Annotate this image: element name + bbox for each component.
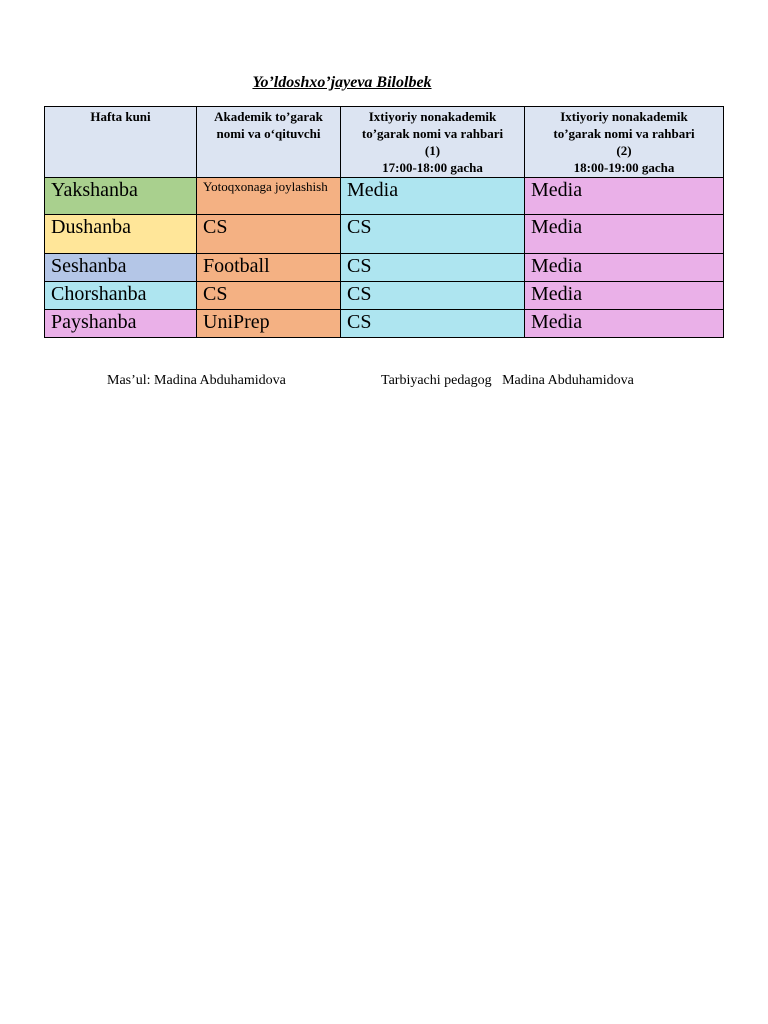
header-line: (1) bbox=[424, 143, 441, 158]
document-title: Yo’ldoshxo’jayeva Bilolbek bbox=[252, 74, 432, 91]
elective-1-cell: CS bbox=[341, 215, 525, 254]
table-row bbox=[45, 282, 724, 310]
header-elective-2 bbox=[525, 107, 724, 178]
academic-cell: CS bbox=[197, 282, 341, 310]
day-cell: Seshanba bbox=[45, 254, 197, 282]
elective-2-cell: Media bbox=[525, 178, 724, 215]
elective-2-cell: Media bbox=[525, 282, 724, 310]
schedule-table bbox=[44, 106, 724, 338]
elective-1-cell: CS bbox=[341, 254, 525, 282]
elective-1-cell: CS bbox=[341, 282, 525, 310]
day-cell: Payshanba bbox=[45, 310, 197, 338]
academic-cell: Football bbox=[197, 254, 341, 282]
elective-2-cell: Media bbox=[525, 254, 724, 282]
elective-2-cell: Media bbox=[525, 215, 724, 254]
table-row bbox=[45, 215, 724, 254]
header-line: 18:00-19:00 gacha bbox=[573, 160, 675, 175]
header-line: Hafta kuni bbox=[90, 109, 151, 124]
header-line: Ixtiyoriy nonakademik bbox=[368, 109, 497, 124]
header-day bbox=[45, 107, 197, 178]
table-header-row bbox=[45, 107, 724, 178]
academic-cell: UniPrep bbox=[197, 310, 341, 338]
academic-cell: CS bbox=[197, 215, 341, 254]
table-row bbox=[45, 310, 724, 338]
header-line: Akademik to’garak bbox=[214, 109, 323, 124]
elective-2-cell: Media bbox=[525, 310, 724, 338]
pedagogue-signature: Tarbiyachi pedagog Madina Abduhamidova bbox=[381, 373, 634, 388]
header-line: nomi va o‘qituvchi bbox=[216, 126, 321, 141]
responsible-signature: Mas’ul: Madina Abduhamidova bbox=[107, 373, 286, 388]
header-line: to’garak nomi va rahbari bbox=[361, 126, 504, 141]
header-line: Ixtiyoriy nonakademik bbox=[560, 109, 688, 124]
elective-1-cell: Media bbox=[341, 178, 525, 215]
table-row bbox=[45, 254, 724, 282]
header-line: to’garak nomi va rahbari bbox=[553, 126, 695, 141]
table-row bbox=[45, 178, 724, 215]
header-line: 17:00-18:00 gacha bbox=[382, 160, 483, 175]
elective-1-cell: CS bbox=[341, 310, 525, 338]
day-cell: Chorshanba bbox=[45, 282, 197, 310]
header-academic bbox=[197, 107, 341, 178]
day-cell: Yakshanba bbox=[45, 178, 197, 215]
day-cell: Dushanba bbox=[45, 215, 197, 254]
header-elective-1 bbox=[341, 107, 525, 178]
academic-cell: Yotoqxonaga joylashish bbox=[197, 178, 341, 215]
header-line: (2) bbox=[616, 143, 632, 158]
